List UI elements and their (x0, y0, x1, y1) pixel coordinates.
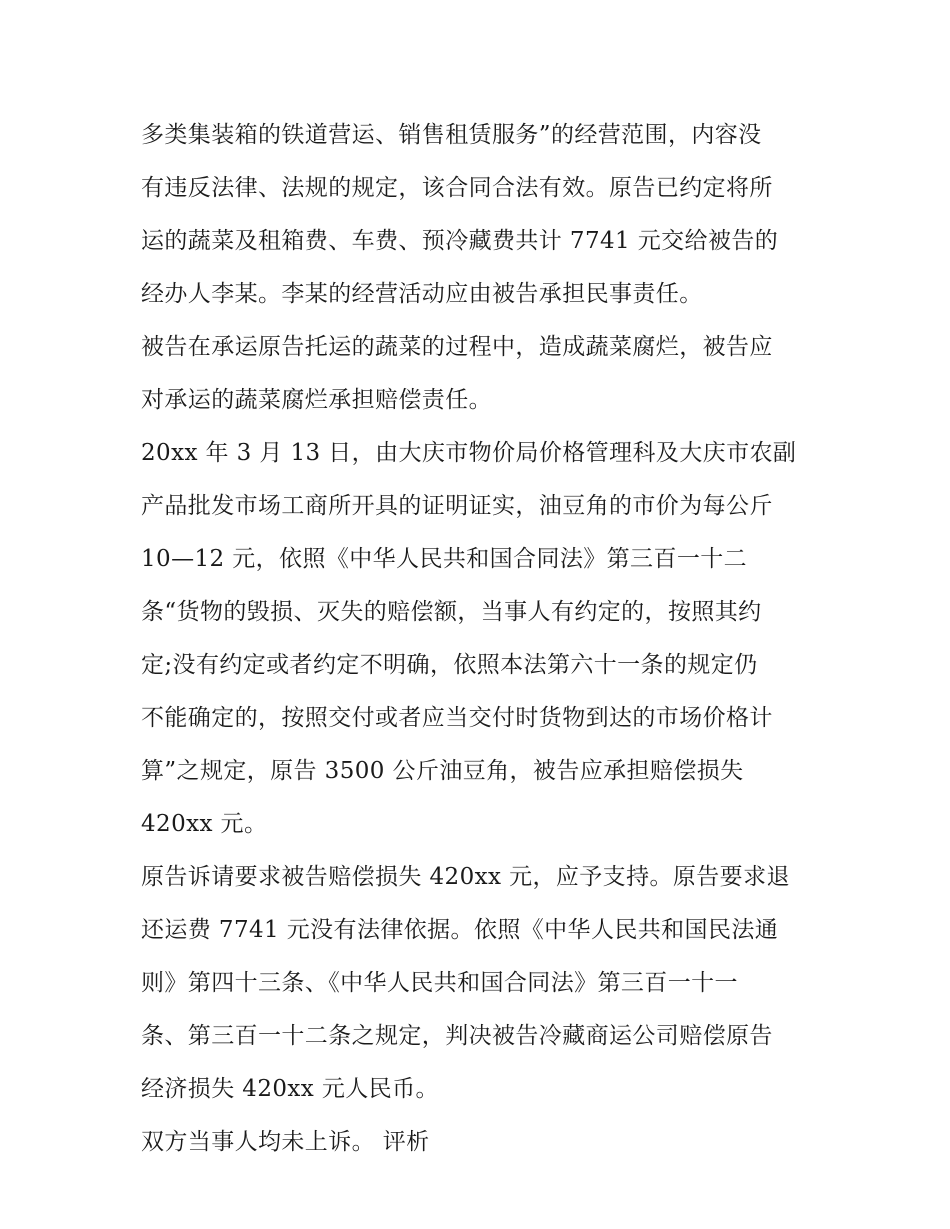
text-line: 10—12 元，依照《中华人民共和国合同法》第三百一十二 (141, 546, 748, 572)
text-line: 对承运的蔬菜腐烂承担赔偿责任。 (141, 387, 492, 413)
text-line: 还运费 7741 元没有法律依据。依照《中华人民共和国民法通 (141, 917, 779, 943)
text-line: 条“货物的毁损、灭失的赔偿额，当事人有约定的，按照其约 (141, 599, 762, 625)
body-text (141, 109, 841, 1169)
text-line: 不能确定的，按照交付或者应当交付时货物到达的市场价格计 (141, 705, 773, 731)
text-line: 被告在承运原告托运的蔬菜的过程中，造成蔬菜腐烂，被告应 (141, 334, 773, 360)
text-line: 条、第三百一十二条之规定，判决被告冷藏商运公司赔偿原告 (141, 1023, 773, 1049)
text-line: 经济损失 420xx 元人民币。 (141, 1076, 439, 1102)
text-line: 则》第四十三条、《中华人民共和国合同法》第三百一十一 (141, 970, 738, 996)
text-line: 产品批发市场工商所开具的证明证实，油豆角的市价为每公斤 (141, 493, 773, 519)
text-line: 多类集装箱的铁道营运、销售租赁服务”的经营范围，内容没 (141, 122, 762, 148)
text-line: 20xx 年 3 月 13 日，由大庆市物价局价格管理科及大庆市农副 (141, 440, 797, 466)
text-line: 原告诉请要求被告赔偿损失 420xx 元，应予支持。原告要求退 (141, 864, 790, 890)
text-line: 运的蔬菜及租箱费、车费、预冷藏费共计 7741 元交给被告的 (141, 228, 779, 254)
text-line: 定;没有约定或者约定不明确，依照本法第六十一条的规定仍 (141, 652, 758, 678)
text-line: 有违反法律、法规的规定，该合同合法有效。原告已约定将所 (141, 175, 773, 201)
text-line: 经办人李某。李某的经营活动应由被告承担民事责任。 (141, 281, 703, 307)
text-line: 双方当事人均未上诉。 评析 (141, 1129, 430, 1155)
text-line: 算”之规定，原告 3500 公斤油豆角，被告应承担赔偿损失 (141, 758, 744, 784)
text-line: 420xx 元。 (141, 811, 268, 837)
